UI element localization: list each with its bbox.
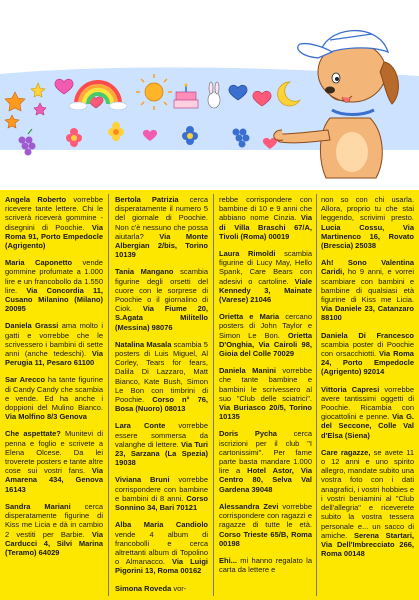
sender-address: Via di Villa Braschi 67/A, Tivoli (Roma) 00019 <box>219 213 312 241</box>
message-text: vende 4 album di francobolli e cerca altrettanti album di Topolino o Almanacco. <box>115 529 208 567</box>
message-text: non so con chi usarla. Allora, proprio tu che stai leggendo, scrivimi presto. <box>321 195 414 223</box>
letter-entry <box>115 340 208 414</box>
letter-entry <box>219 249 312 304</box>
sender-name: Natalina Masala <box>115 339 172 349</box>
letter-entry <box>219 195 312 241</box>
sender-address: Via Turi 23, Sarzana (La Spezia) 19038 <box>115 439 208 468</box>
sender-name: Laura Rimoldi <box>219 249 276 259</box>
message-text: Munitevi di penna e foglio e scrivete a Elena Olcese. Da lei troverete posters e tante altre cose sui vostri fans. <box>5 429 103 476</box>
sender-address: Via Molfino 8/3 Genova <box>5 412 87 422</box>
message-text: ha tante figurine di Candy Candy che scambia e vende. Ed ha anche i doppioni del Mulino Bianco. <box>5 375 103 413</box>
sender-address: Via Monte Albergian 2/bis, Torino 10139 <box>115 231 208 260</box>
sender-name: Viviana Bruni <box>115 475 170 485</box>
sender-address: Corso Sonnino 34, Bari 70121 <box>115 493 208 513</box>
sender-name: Daniela Grassi <box>5 321 59 331</box>
sender-name: Ah! Sono Valentina Caridi, <box>321 258 414 277</box>
sender-name: Che aspettate? <box>5 429 61 439</box>
column-divider <box>108 194 109 596</box>
message-text: scambia figurine degli orsetti del cuore con le sorprese di Poochie o il giornalino di Ciok. <box>115 267 208 314</box>
sender-name: Lara Conte <box>115 421 166 431</box>
message-text: se avete 11 o 12 anni e uno spirito allegro, mandate subito una vostra foto con i dati anagrafici, i vostri hobbies e i vostri beniamini al "Club dell'allegria" e riceverete subito la vostra tessera personale e... un sacco di amiche. <box>321 447 414 540</box>
message-text: vor- <box>171 583 187 593</box>
sender-name: Care ragazze, <box>321 447 371 457</box>
column-1 <box>5 190 103 600</box>
sender-name: Ehi... <box>219 555 237 565</box>
letter-entry <box>219 556 312 574</box>
letter-entry <box>219 366 312 421</box>
column-divider <box>213 194 214 596</box>
letter-entry <box>321 258 414 322</box>
letter-entry <box>321 448 414 558</box>
sender-name: Alessandra Zevi <box>219 501 279 511</box>
sender-name: Vittoria Capresi <box>321 384 380 394</box>
message-text: vorrebbe avere tantissimi oggetti di Poochie. Ricambia con giocattolini e penne. <box>321 384 414 422</box>
letter-entry <box>115 520 208 575</box>
message-text: cerca disperatamente figurine di Kiss me Licia e dà in cambio 2 vestiti per Barbie. <box>5 501 103 539</box>
sender-name: Angela Roberto <box>5 195 67 204</box>
sender-address: Via Carducci 4, Silvi Marina (Teramo) 64029 <box>5 529 103 557</box>
message-text: ho 9 anni, e vorrei scambiare con bambini e bambine di qualsiasi età figurine di Kiss me Licia. <box>321 267 414 305</box>
letter-entry <box>219 429 312 493</box>
letter-entry <box>115 475 208 512</box>
sender-address: Via Perugia 11, Pesaro 61100 <box>5 349 103 368</box>
sender-address: Via Roma 91, Porto Empedocle (Agrigento) <box>5 222 103 251</box>
message-text: cerca iscrizioni per il club "I cartonissimi". Per fame parte basta mandare 1.000 lire a <box>219 429 312 476</box>
sender-name: Maria Caponetto <box>5 258 73 268</box>
column-4 <box>321 190 414 600</box>
letter-entry <box>115 421 208 467</box>
letter-entry <box>115 267 208 331</box>
letter-entry <box>5 502 103 557</box>
message-text: mi hanno regalato la carta da lettere e <box>219 555 312 575</box>
sender-address: Lucia Cossu, Via Martinenco 16, Rovato (Brescia) 25038 <box>321 222 414 251</box>
letter-entry <box>5 375 103 421</box>
sender-address: Via Daniele 23, Catanzaro 88100 <box>321 304 414 323</box>
message-text: scambia figurine di Lucy May, Hello Spank, Care Bears con adesivi o cartoline. <box>219 249 312 286</box>
sender-address: Via Concordia 11, Cusano Milanino (Milano) 20095 <box>5 285 103 314</box>
sender-name: Tania Mangano <box>115 267 174 277</box>
sender-name: Simona Roveda <box>115 583 172 593</box>
message-text: rebbe corrispondere con bambine di 10 e 9 anni che abbiano nome Cinzia. <box>219 195 312 223</box>
letter-entry <box>321 385 414 440</box>
letter-entry <box>5 258 103 313</box>
message-text: vorrebbe corrispondere con ragazzi e ragazze di tutte le età. <box>219 501 312 530</box>
column-3 <box>219 190 312 600</box>
message-text: cercano posters di John Taylor e Simon Le Bon. <box>219 312 312 340</box>
sender-address: Via Amarena 434, Genova 16143 <box>5 466 103 494</box>
letter-entry <box>321 331 414 377</box>
letter-entry <box>115 584 208 593</box>
message-text: vorrebbe corrispondere con bambine e bambini di 8 anni. <box>115 475 208 503</box>
letter-entry <box>219 502 312 548</box>
message-text: vende gommine profumate a 1.000 lire e un francobollo da 1.550 lire. <box>5 258 103 295</box>
sender-address: Orietta D'Onghia, Via Cairoli 98, Gioia del Colle 70029 <box>219 330 312 359</box>
column-divider <box>316 194 317 596</box>
sender-address: Via Roma 24, Porto Empedocle (Agrigento) 92014 <box>321 349 414 377</box>
message-text: ama molto i gatti e vorrebbe che le scrivessero i bambini di sette anni (anche tedeschi). <box>5 321 103 359</box>
sender-name: Sandra Mariani <box>5 501 71 511</box>
sender-address: Corso Trieste 65/B, Roma 00198 <box>219 529 312 548</box>
sender-name: Orietta e Maria <box>219 312 280 322</box>
sender-address: Serena Startari, Via Dell'Imbrecciato 266, Roma 00148 <box>321 530 414 559</box>
letter-entry <box>321 195 414 250</box>
letter-entry <box>115 195 208 259</box>
message-text: vorrebbe essere sommersa da valanghe di lettere. <box>115 421 208 449</box>
letter-entry <box>5 429 103 493</box>
sender-address: Via Luigi Pigorini 13, Roma 00162 <box>115 557 208 576</box>
sender-address: Hotel Astor, Via Centro 80, Selva Val Gardena 39048 <box>219 466 312 494</box>
column-2 <box>115 190 208 600</box>
letter-entry <box>5 195 103 250</box>
sender-name: Bertola Patrizia <box>115 195 179 204</box>
message-text: scambia 5 posters di Luis Miguel, Al Corley, Tears for fears, Dalila Di Lazzaro, Matt Bianco, Kate Bush, Simon Le Bon con timbrini di Poochie. <box>115 339 208 405</box>
sender-address: Via G. del Seccone, Colle Val d'Elsa (Siena) <box>321 412 414 440</box>
sender-name: Sar Arecco <box>5 375 46 385</box>
sender-name: Daniela Di Francesco <box>321 330 414 340</box>
sender-name: Doris Pycha <box>219 429 277 439</box>
letter-entry <box>219 312 312 358</box>
message-text: cerca disperatamente il numero 5 del giornale di Poochie. Non c'è nessuno che possa aiutarla? <box>115 195 208 241</box>
sender-name: Daniela Manini <box>219 366 276 376</box>
message-text: scambia poster di Poochie con orsacchiotti. <box>321 339 414 359</box>
letters-section <box>0 190 419 600</box>
sender-address: Corso n° 76, Bosa (Nuoro) 08013 <box>115 395 208 414</box>
sender-address: Viale Kennedy 3, Mainate (Varese) 21046 <box>219 276 312 305</box>
header-illustration <box>0 0 419 190</box>
sender-name: Alba Maria Candiolo <box>115 520 208 530</box>
letter-entry <box>5 321 103 367</box>
sender-address: Via Buriasco 20/5, Torino 10135 <box>219 403 312 422</box>
message-text: vorrebbe che tante bambine e bambini le scrivessero al suo "Club delle sciatrici". <box>219 366 312 403</box>
message-text: vorrebbe ricevere tante lettere. Chi le scriverà riceverà gommine - disegnini di Poochie. <box>5 195 103 232</box>
sender-address: Via Fiume 20, S.Agata Militello (Messina) 98076 <box>115 304 208 332</box>
